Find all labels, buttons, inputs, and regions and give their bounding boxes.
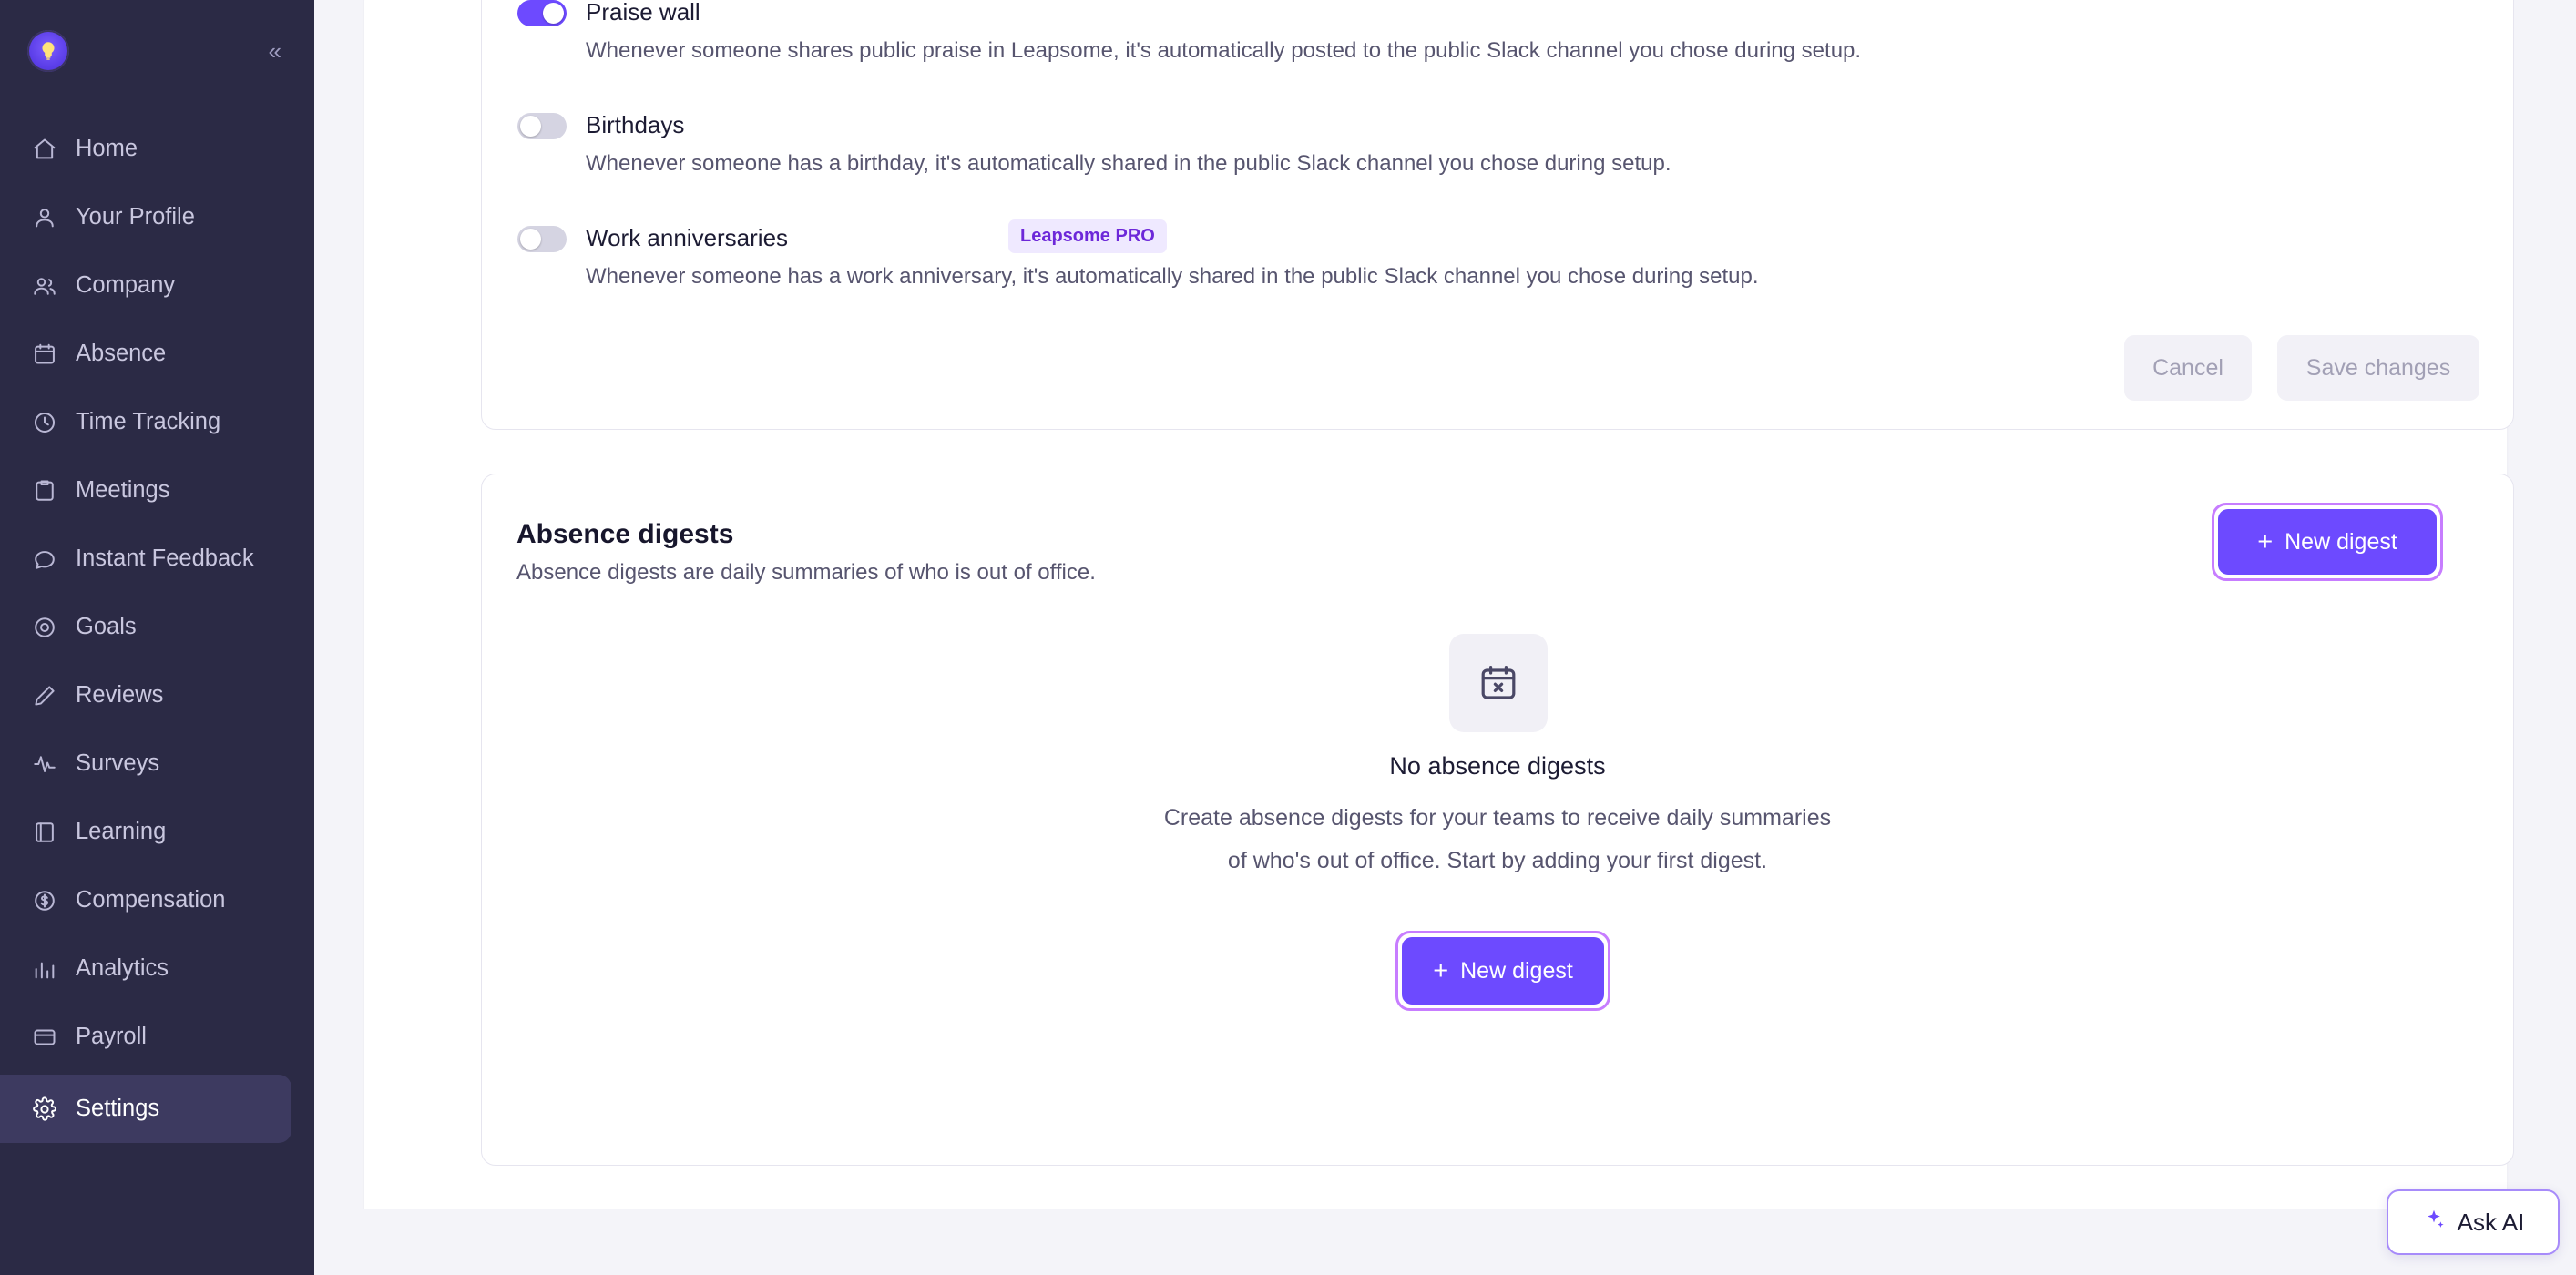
sidebar-item-home[interactable] [0, 115, 291, 183]
sidebar-item-label: Payroll [76, 1024, 147, 1049]
sidebar-item-label: Time Tracking [76, 409, 221, 434]
settings-page-surface [364, 0, 2507, 1266]
sidebar-item-analytics[interactable] [0, 934, 291, 1003]
sidebar-item-payroll[interactable] [0, 1003, 291, 1071]
setting-description: Whenever someone has a birthday, it's automatically shared in the public Slack channel you chose during setup. [586, 151, 1671, 176]
setting-title: Praise wall [586, 0, 700, 26]
sidebar-nav [0, 115, 314, 1071]
setting-description: Whenever someone has a work anniversary, it's automatically shared in the public Slack channel you chose during setup. [586, 264, 1759, 289]
new-digest-label: New digest [1460, 957, 1573, 984]
setting-title: Birthdays [586, 111, 685, 138]
sidebar-item-time-tracking[interactable] [0, 388, 291, 456]
sidebar-item-instant-feedback[interactable] [0, 525, 291, 593]
home-icon [31, 136, 58, 163]
sidebar-item-compensation[interactable] [0, 866, 291, 934]
sidebar-item-surveys[interactable] [0, 729, 291, 798]
toggle-praise-wall[interactable] [517, 0, 567, 26]
sidebar-item-label: Analytics [76, 955, 169, 981]
status-badge-leapsome-pro: Leapsome PRO [1008, 219, 1167, 253]
users-icon [31, 272, 58, 300]
new-digest-button-empty-state[interactable] [1402, 937, 1604, 1005]
sidebar-item-label: Goals [76, 614, 137, 639]
toggle-knob [520, 116, 541, 137]
sidebar-item-settings[interactable] [0, 1075, 291, 1143]
section-subtitle: Absence digests are daily summaries of who is out of office. [516, 560, 1096, 585]
main-content [314, 0, 2576, 1275]
gear-icon [31, 1096, 58, 1123]
sidebar-item-goals[interactable] [0, 593, 291, 661]
page-title: Absence digests [516, 519, 734, 549]
new-digest-label: New digest [2285, 528, 2397, 555]
empty-state-title: No absence digests [1389, 752, 1606, 780]
leapsome-logo[interactable] [27, 30, 69, 72]
sidebar-item-label: Company [76, 272, 176, 298]
sidebar-header [0, 20, 314, 75]
sidebar [0, 0, 314, 1275]
sidebar-item-label: Settings [76, 1096, 160, 1121]
sidebar-item-label: Meetings [76, 477, 170, 503]
pen-icon [31, 682, 58, 709]
money-icon [31, 887, 58, 914]
empty-state-line-2: of who's out of office. Start by adding your first digest. [1227, 848, 1768, 873]
bar-chart-icon [31, 955, 58, 983]
setting-title: Work anniversaries [586, 224, 789, 251]
sidebar-item-company[interactable] [0, 251, 291, 320]
sidebar-item-label: Surveys [76, 750, 160, 776]
card-icon [31, 1024, 58, 1051]
ask-ai-button[interactable] [2387, 1189, 2560, 1255]
plus-icon: + [1433, 955, 1449, 985]
sidebar-item-label: Reviews [76, 682, 164, 708]
setting-description: Whenever someone shares public praise in Leapsome, it's automatically posted to the public Slack channel you chose during setup. [586, 38, 1862, 63]
toggle-birthdays[interactable] [517, 113, 567, 139]
sidebar-footer [0, 1075, 314, 1143]
slack-notifications-card [481, 0, 2514, 430]
user-icon [31, 204, 58, 231]
plus-icon: + [2257, 526, 2274, 556]
sidebar-item-learning[interactable] [0, 798, 291, 866]
clipboard-icon [31, 477, 58, 505]
page-bottom-spacer [314, 1209, 2576, 1275]
empty-state-line-1: Create absence digests for your teams to receive daily summaries [1163, 805, 1832, 831]
sparkle-icon [2422, 1208, 2446, 1238]
toggle-knob [543, 3, 564, 24]
cancel-button[interactable]: Cancel [2124, 335, 2252, 401]
sidebar-item-label: Your Profile [76, 204, 195, 230]
sidebar-collapse-button[interactable]: « [268, 37, 278, 65]
sidebar-item-absence[interactable] [0, 320, 291, 388]
calendar-icon [31, 341, 58, 368]
sidebar-item-label: Learning [76, 819, 167, 844]
calendar-x-icon [1449, 634, 1548, 732]
clock-icon [31, 409, 58, 436]
sidebar-item-label: Compensation [76, 887, 226, 913]
new-digest-button-header[interactable] [2218, 509, 2437, 575]
target-icon [31, 614, 58, 641]
toggle-work-anniversaries[interactable] [517, 226, 567, 252]
sidebar-item-meetings[interactable] [0, 456, 291, 525]
sidebar-item-label: Instant Feedback [76, 546, 254, 571]
pulse-icon [31, 750, 58, 778]
sidebar-item-label: Absence [76, 341, 167, 366]
sidebar-item-your-profile[interactable] [0, 183, 291, 251]
toggle-knob [520, 229, 541, 250]
absence-digests-card [481, 474, 2514, 1166]
chat-icon [31, 546, 58, 573]
sidebar-item-label: Home [76, 136, 138, 161]
save-changes-button[interactable]: Save changes [2277, 335, 2479, 401]
sidebar-item-reviews[interactable] [0, 661, 291, 729]
ask-ai-label: Ask AI [2457, 1208, 2525, 1236]
book-icon [31, 819, 58, 846]
